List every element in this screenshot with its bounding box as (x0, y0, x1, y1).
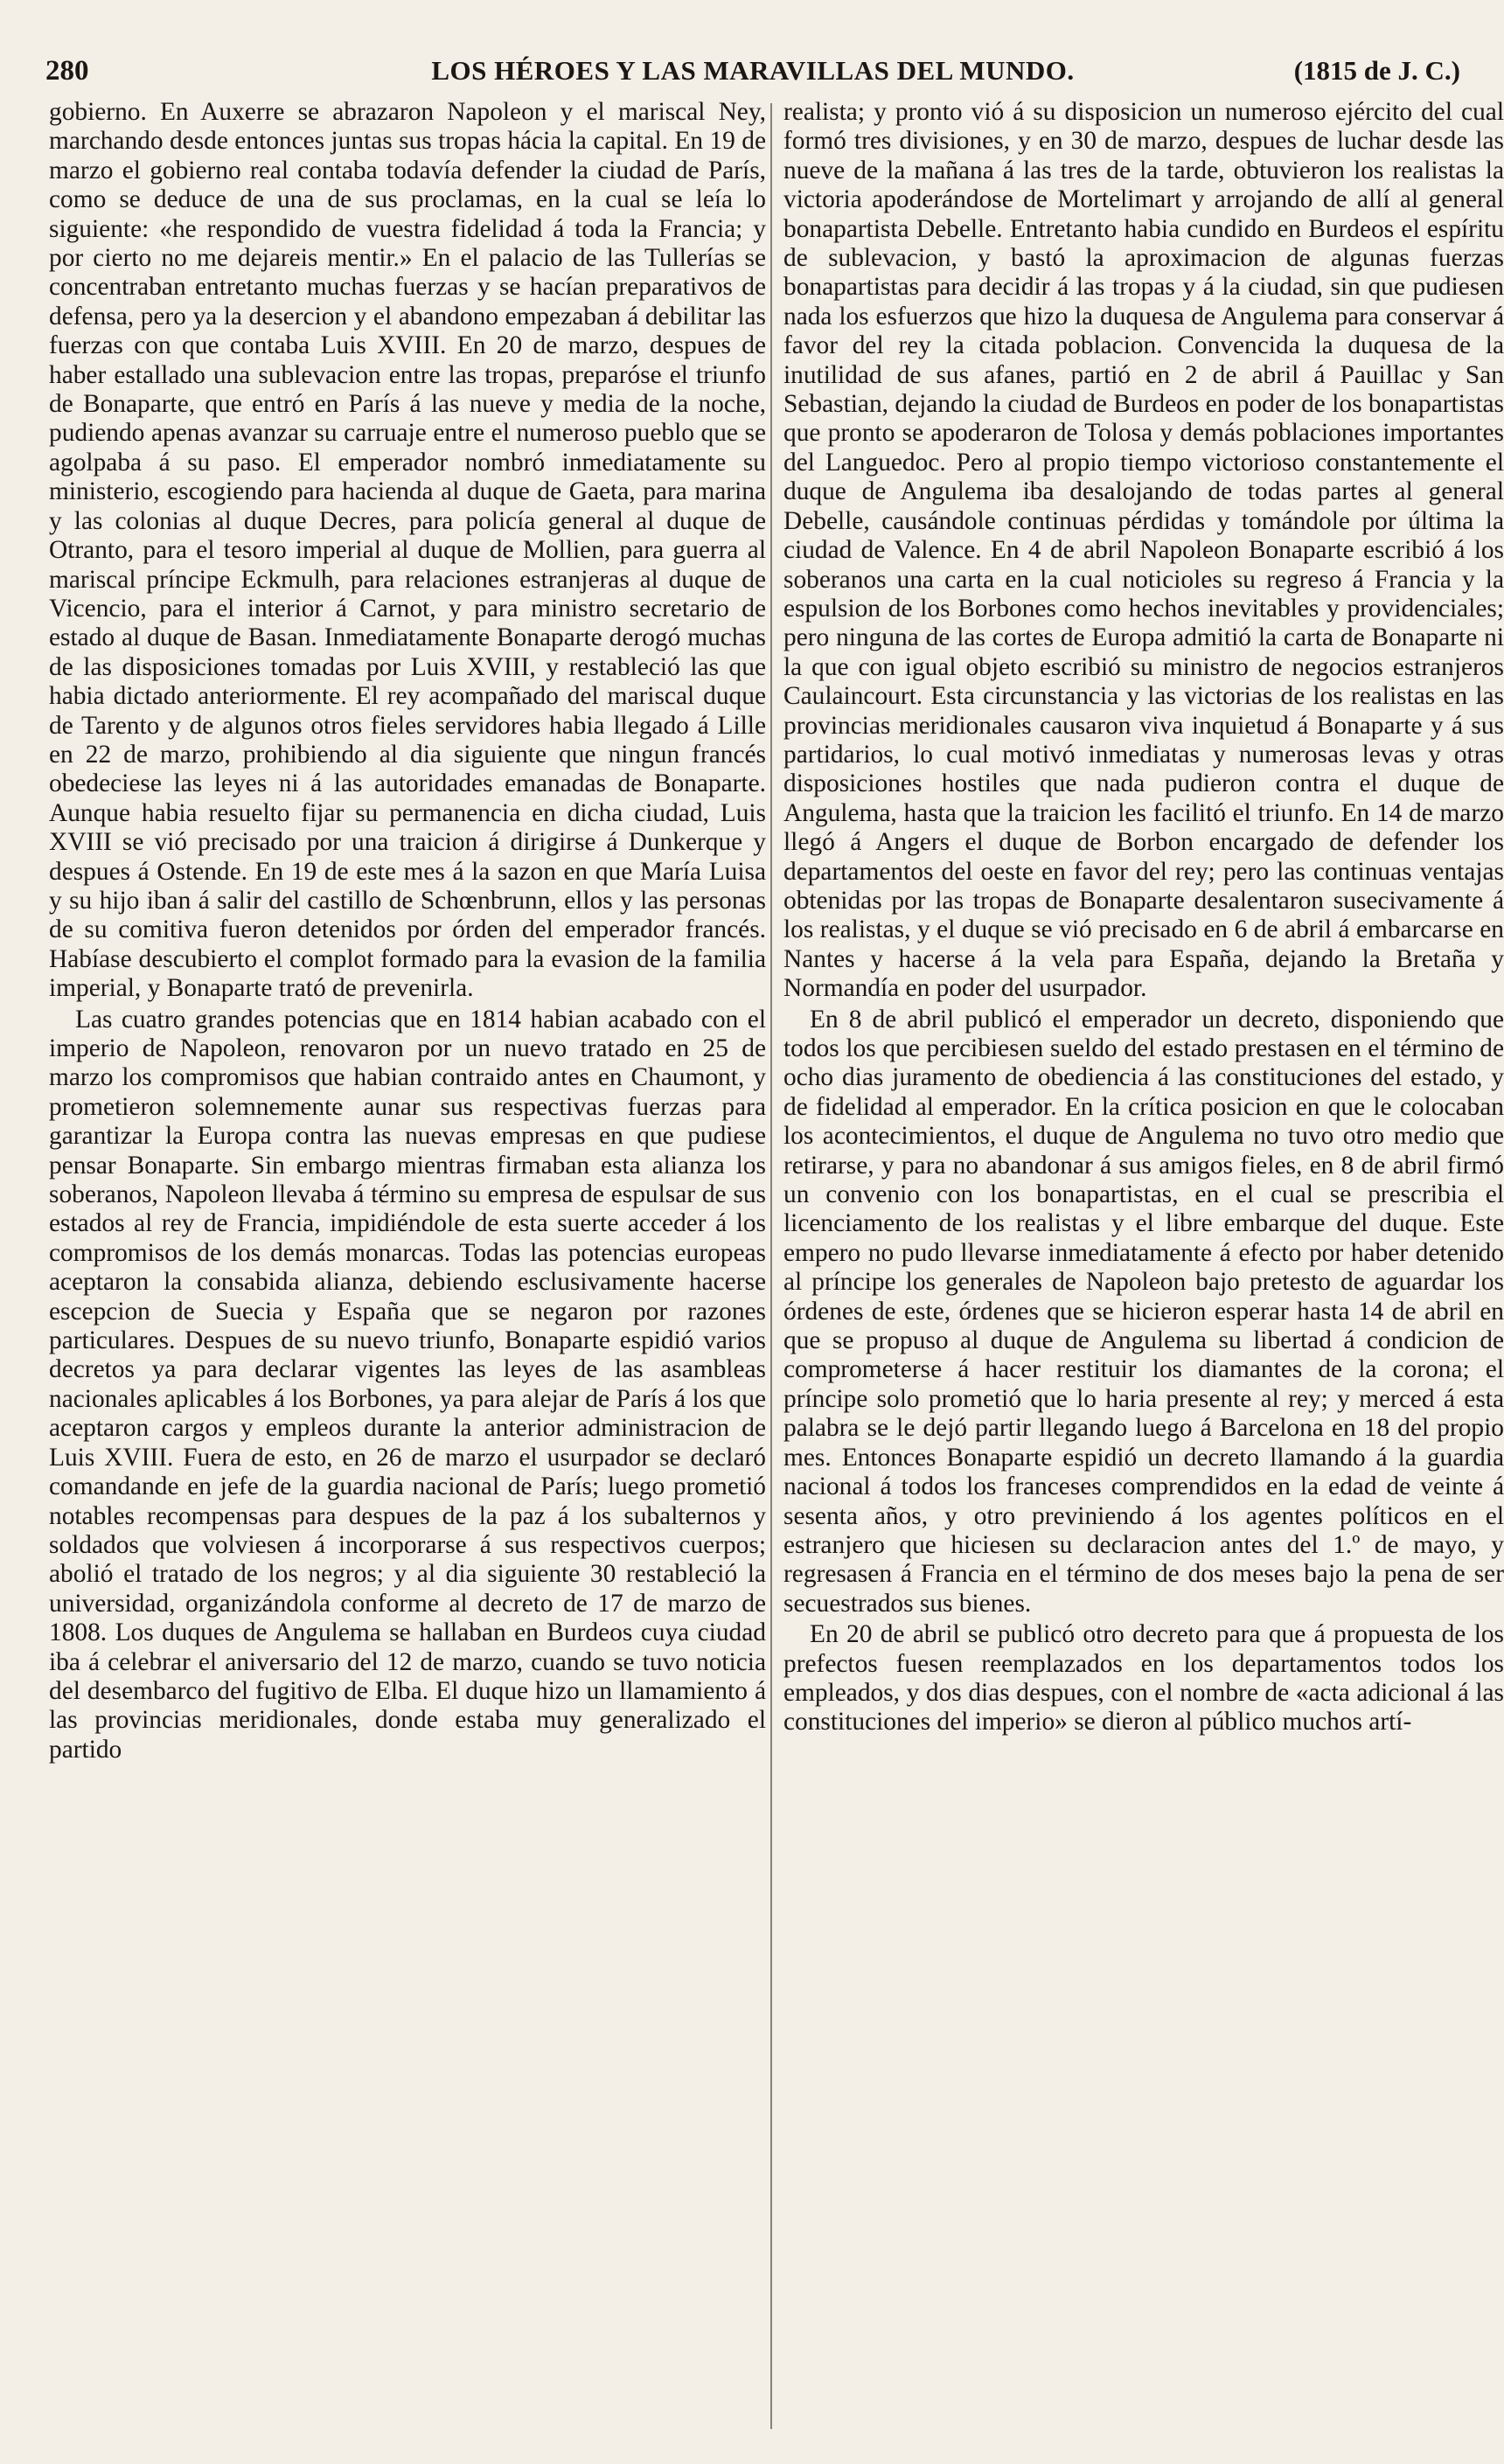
running-title: LOS HÉROES Y LAS MARAVILLAS DEL MUNDO. (431, 55, 1075, 86)
column-divider (770, 103, 772, 2429)
left-column (49, 98, 766, 2441)
page-number: 280 (45, 55, 89, 87)
paragraph: gobierno. En Auxerre se abrazaron Napoleon y el mariscal Ney, marchando desde entonces juntas sus tropas hácia la capital. En 19 de marzo el gobierno real contaba todavía defender la ciudad de París, como se deduce de una de sus proclamas, en la cual se leía lo siguiente: «he respondido de vuestra fidelidad á toda la Francia; y por cierto no me dejareis mentir.» En el palacio de las Tullerías se concentraban entretanto muchas fuerzas y se hacían preparativos de defensa, pero ya la desercion y el abandono empezaban á debilitar las fuerzas con que contaba Luis XVIII. En 20 de marzo, despues de haber estallado una sublevacion entre las tropas, preparóse el triunfo de Bonaparte, que entró en París á las nueve y media de la noche, pudiendo apenas avanzar su carruaje entre el numeroso pueblo que se agolpaba á su paso. El emperador nombró inmediatamente su ministerio, escogiendo para hacienda al duque de Gaeta, para marina y las colonias al duque Decres, para policía general al duque de Otranto, para el tesoro imperial al duque de Mollien, para guerra al mariscal príncipe Eckmulh, para relaciones estranjeras al duque de Vicencio, para el interior á Carnot, y para ministro secretario de estado al duque de Basan. Inmediatamente Bonaparte derogó muchas de las disposiciones tomadas por Luis XVIII, y restableció las que habia dictado anteriormente. El rey acompañado del mariscal duque de Tarento y de algunos otros fieles servidores habia llegado á Lille en 22 de marzo, prohibiendo al dia siguiente que ningun francés obedeciese las leyes ni á las autoridades emanadas de Bonaparte. Aunque habia resuelto fijar su permanencia en dicha ciudad, Luis XVIII se vió precisado por una traicion á dirigirse á Dunkerque y despues á Ostende. En 19 de este mes á la sazon en que María Luisa y su hijo iban á salir del castillo de Schœnbrunn, ellos y las personas de su comitiva fueron detenidos por órden del emperador francés. Habíase descubierto el complot formado para la evasion de la familia imperial, y Bonaparte trató de prevenirla. (49, 98, 766, 1003)
page-header (45, 49, 1460, 93)
paragraph: realista; y pronto vió á su disposicion un numeroso ejército del cual formó tres divisiones, y en 30 de marzo, despues de luchar desde las nueve de la mañana á las tres de la tarde, obtuvieron los realistas la victoria apoderándose de Mortelimart y arrojando de allí al general bonapartista Debelle. Entretanto habia cundido en Burdeos el espíritu de sublevacion, y bastó la aproximacion de algunas fuerzas bonapartistas para decidir á las tropas y á la ciudad, sin que pudiesen nada los esfuerzos que hizo la duquesa de Angulema para conservar á favor del rey la citada poblacion. Convencida la duquesa de la inutilidad de sus afanes, partió en 2 de abril á Pauillac y San Sebastian, dejando la ciudad de Burdeos en poder de los bonapartistas que pronto se apoderaron de Tolosa y demás poblaciones importantes del Languedoc. Pero al propio tiempo victorioso constantemente el duque de Angulema iba desalojando de todas partes al general Debelle, causándole continuas pérdidas y tomándole por última la ciudad de Valence. En 4 de abril Napoleon Bonaparte escribió á los soberanos una carta en la cual noticioles su regreso á Francia y la espulsion de los Borbones como hechos inevitables y providenciales; pero ninguna de las cortes de Europa admitió la carta de Bonaparte ni la que con igual objeto escribió su ministro de negocios estranjeros Caulaincourt. Esta circunstancia y las victorias de los realistas en las provincias meridionales causaron viva inquietud á Bonaparte y á sus partidarios, lo cual motivó inmediatas y numerosas levas y otras disposiciones hostiles que nada pudieron contra el duque de Angulema, hasta que la traicion les facilitó el triunfo. En 14 de marzo llegó á Angers el duque de Borbon encargado de defender los departamentos del oeste en favor del rey; pero las continuas ventajas obtenidas por las tropas de Bonaparte desalentaron susecivamente á los realistas, y el duque se vió precisado en 6 de abril á embarcarse en Nantes y hacerse á la vela para España, dejando la Bretaña y Normandía en poder del usurpador. (783, 98, 1504, 1003)
right-column (783, 98, 1504, 2441)
paragraph: En 8 de abril publicó el emperador un decreto, disponiendo que todos los que percibiesen sueldo del estado prestasen en el término de ocho dias juramento de obediencia á las constituciones del estado, y de fidelidad al emperador. En la crítica posicion en que le colocaban los acontecimientos, el duque de Angulema no tuvo otro medio que retirarse, y para no abandonar á sus amigos fieles, en 8 de abril firmó un convenio con los bonapartistas, en el cual se prescribia el licenciamento de los realistas y el libre embarque del duque. Este empero no pudo llevarse inmediatamente á efecto por haber detenido al príncipe los generales de Napoleon bajo pretesto de aguardar los órdenes de este, órdenes que se hicieron esperar hasta 14 de abril en que se propuso al duque de Angulema su libertad á condicion de comprometerse á hacer restituir los diamantes de la corona; el príncipe solo prometió que lo haria presente al rey; y merced á esta palabra se le dejó partir llegando luego á Barcelona en 18 del propio mes. Entonces Bonaparte espidió un decreto llamando á la guardia nacional á todos los franceses comprendidos en la edad de veinte á sesenta años, y otro previniendo á los agentes políticos en el estranjero que hiciesen su declaracion antes del 1.º de mayo, y regresasen á Francia en el término de dos meses bajo la pena de ser secuestrados sus bienes. (783, 1005, 1504, 1618)
year-label: (1815 de J. C.) (1293, 55, 1460, 86)
paragraph: Las cuatro grandes potencias que en 1814 habian acabado con el imperio de Napoleon, renovaron por un nuevo tratado en 25 de marzo los compromisos que habian contraido antes en Chaumont, y prometieron solemnemente aunar sus respectivas fuerzas para garantizar la Europa contra las nuevas empresas en que pudiese pensar Bonaparte. Sin embargo mientras firmaban esta alianza los soberanos, Napoleon llevaba á término su empresa de espulsar de sus estados al rey de Francia, impidiéndole de esta suerte acceder á los compromisos de los demás monarcas. Todas las potencias europeas aceptaron la consabida alianza, debiendo esclusivamente hacerse escepcion de Suecia y España que se negaron por razones particulares. Despues de su nuevo triunfo, Bonaparte espidió varios decretos ya para declarar vigentes las leyes de las asambleas nacionales aplicables á los Borbones, ya para alejar de París á los que aceptaron cargos y empleos durante la anterior administracion de Luis XVIII. Fuera de esto, en 26 de marzo el usurpador se declaró comandande en jefe de la guardia nacional de París; luego prometió notables recompensas para despues de la paz á los subalternos y soldados que volviesen á incorporarse á sus respectivos cuerpos; abolió el tratado de los negros; y al dia siguiente 30 restableció la universidad, organizándola conforme al decreto de 17 de marzo de 1808. Los duques de Angulema se hallaban en Burdeos cuya ciudad iba á celebrar el aniversario del 12 de marzo, cuando se tuvo noticia del desembarco del fugitivo de Elba. El duque hizo un llamamiento á las provincias meridionales, donde estaba muy generalizado el partido (49, 1005, 766, 1764)
paragraph: En 20 de abril se publicó otro decreto para que á propuesta de los prefectos fuesen reemplazados en los departamentos todos los empleados, y dos dias despues, con el nombre de «acta adicional á las constituciones del imperio» se dieron al público muchos artí- (783, 1620, 1504, 1737)
